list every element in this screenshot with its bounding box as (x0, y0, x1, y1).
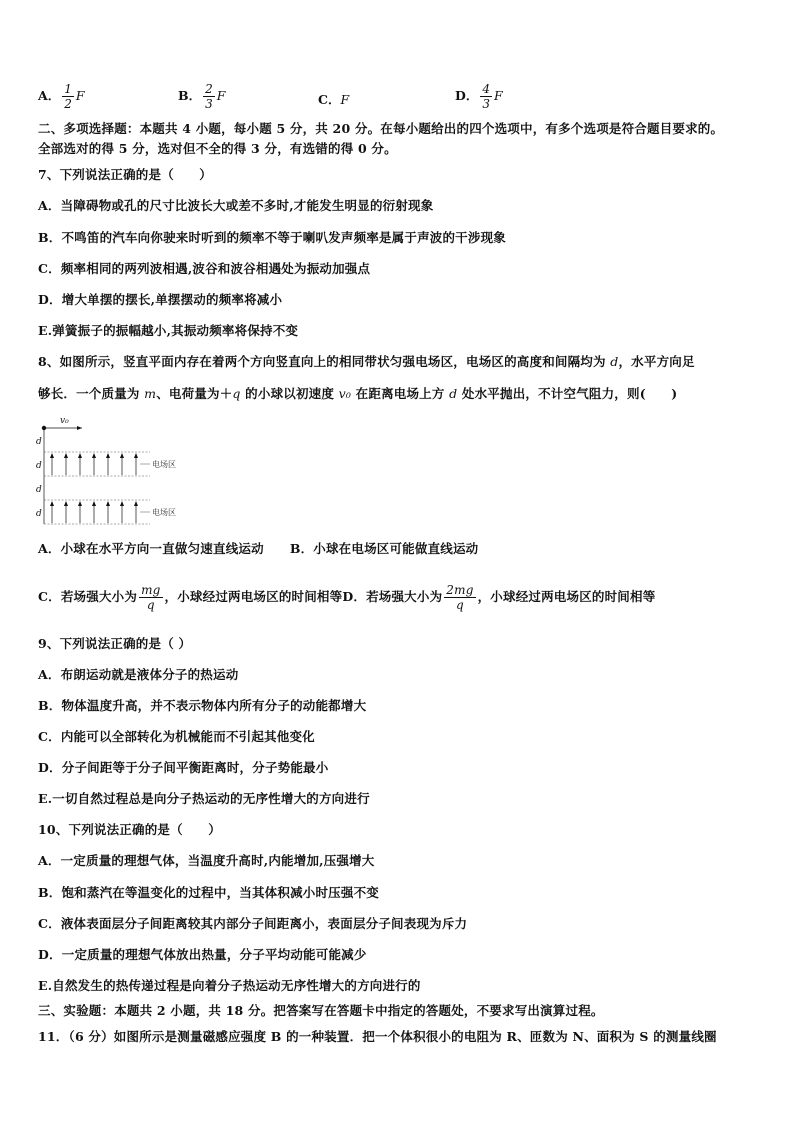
q7-option-d: D．增大单摆的摆长,单摆摆动的频率将减小 (38, 292, 283, 307)
field2-label: 电场区 (152, 508, 176, 517)
q8-stem-line1: 8、如图所示，竖直平面内存在着两个方向竖直向上的相同带状匀强电场区，电场区的高度和间隔均为 d，水平方向足 (38, 354, 695, 369)
field1-field-arrowhead-3 (78, 453, 82, 458)
field1-field-arrowhead-1 (50, 453, 54, 458)
q6-option-a: A． $\frac{1}{2}$ F (38, 82, 85, 111)
field2-arrows (50, 501, 138, 523)
d-label-3: d (36, 485, 42, 495)
q6-option-c: C．F (318, 92, 350, 107)
d-label-1: d (36, 437, 42, 447)
field1-field-arrowhead-5 (106, 453, 110, 458)
fraction: $\frac{2}{3}$ (205, 82, 213, 111)
q11-stem-line1: 11．（6 分）如图所示是测量磁感应强度 B 的一种装置．把一个体积很小的电阻为 R、匝数为 N、面积为 S 的测量线圈 (38, 1029, 717, 1044)
field2-field-arrowhead-6 (120, 501, 124, 506)
q8-options-cd (38, 581, 655, 613)
v0-arrowhead (77, 426, 82, 430)
section3-heading: 三、实验题：本题共 2 小题，共 18 分。把答案写在答题卡中指定的答题处，不要求写出演算过程。 (38, 1003, 604, 1018)
q10-stem: 10、下列说法正确的是（ ） (38, 822, 221, 837)
field1-field-arrowhead-4 (92, 453, 96, 458)
q9-option-a: A．布朗运动就是液体分子的热运动 (38, 667, 239, 682)
field1-arrows (50, 453, 138, 475)
v0-label: v₀ (60, 416, 69, 426)
q8-option-c-prefix: C．若场强大小为 (38, 589, 138, 604)
fraction-mg-q: $\frac{mg}{q}$ (141, 583, 161, 612)
field2-field-arrowhead-4 (92, 501, 96, 506)
d-label-2: d (36, 461, 42, 471)
electric-field-diagram (32, 416, 202, 528)
field2-field-arrowhead-5 (106, 501, 110, 506)
fraction-2mg-q: $\frac{2mg}{q}$ (446, 583, 474, 612)
q10-option-a: A．一定质量的理想气体，当温度升高时,内能增加,压强增大 (38, 853, 375, 868)
d-label-4: d (36, 509, 42, 519)
q8-option-c-suffix: ，小球经过两电场区的时间相等 (164, 589, 343, 604)
q8-option-a: A．小球在水平方向一直做匀速直线运动 (38, 541, 264, 556)
q7-option-b: B．不鸣笛的汽车向你驶来时听到的频率不等于喇叭发声频率是属于声波的干涉现象 (38, 230, 506, 245)
field2-field-arrowhead-7 (134, 501, 138, 506)
q10-option-d: D．一定质量的理想气体放出热量，分子平均动能可能减少 (38, 947, 367, 962)
section2-heading-line2: 全部选对的得 5 分，选对但不全的得 3 分，有选错的得 0 分。 (38, 141, 397, 156)
field1-field-arrowhead-6 (120, 453, 124, 458)
option-label: B． (178, 88, 202, 103)
q8-option-d-prefix: D．若场强大小为 (342, 589, 443, 604)
option-label: A． (38, 88, 61, 103)
q6-option-b: B． $\frac{2}{3}$ F (178, 82, 226, 111)
field2-field-arrowhead-2 (64, 501, 68, 506)
q9-option-d: D．分子间距等于分子间平衡距离时，分子势能最小 (38, 760, 329, 775)
q7-stem: 7、下列说法正确的是（ ） (38, 167, 212, 182)
q10-option-b: B．饱和蒸汽在等温变化的过程中，当其体积减小时压强不变 (38, 885, 379, 900)
q9-option-e: E.一切自然过程总是向分子热运动的无序性增大的方向进行 (38, 791, 370, 806)
q8-option-d-suffix: ，小球经过两电场区的时间相等 (477, 589, 656, 604)
q9-option-c: C．内能可以全部转化为机械能而不引起其他变化 (38, 729, 315, 744)
q9-stem: 9、下列说法正确的是（ ） (38, 636, 192, 651)
option-label: C． (318, 92, 341, 107)
q9-option-b: B．物体温度升高，并不表示物体内所有分子的动能都增大 (38, 698, 367, 713)
q8-options-ab (38, 541, 478, 557)
field1-label: 电场区 (152, 460, 176, 469)
q7-option-e: E.弹簧振子的振幅越小,其振动频率将保持不变 (38, 323, 299, 338)
field1-field-arrowhead-2 (64, 453, 68, 458)
fraction: $\frac{1}{2}$ (64, 82, 72, 111)
q10-option-c: C．液体表面层分子间距离较其内部分子间距离小，表面层分子间表现为斥力 (38, 916, 468, 931)
q7-option-a: A．当障碍物或孔的尺寸比波长大或差不多时,才能发生明显的衍射现象 (38, 198, 434, 213)
field2-field-arrowhead-1 (50, 501, 54, 506)
fraction: $\frac{4}{3}$ (482, 82, 490, 111)
q6-option-d: D． $\frac{4}{3}$ F (455, 82, 503, 111)
field2-field-arrowhead-3 (78, 501, 82, 506)
q10-option-e: E.自然发生的热传递过程是向着分子热运动无序性增大的方向进行的 (38, 978, 421, 993)
q7-option-c: C．频率相同的两列波相遇,波谷和波谷相遇处为振动加强点 (38, 261, 371, 276)
option-label: D． (455, 88, 479, 103)
q8-option-b: B．小球在电场区可能做直线运动 (289, 541, 479, 556)
q8-stem-line2: 够长．一个质量为 m、电荷量为＋q 的小球以初速度 v₀ 在距离电场上方 d 处水平抛出，不计空气阻力，则( ) (38, 386, 678, 401)
section2-heading-line1: 二、多项选择题：本题共 4 小题，每小题 5 分，共 20 分。在每小题给出的四个选项中，有多个选项是符合题目要求的。 (38, 121, 724, 136)
field1-field-arrowhead-7 (134, 453, 138, 458)
